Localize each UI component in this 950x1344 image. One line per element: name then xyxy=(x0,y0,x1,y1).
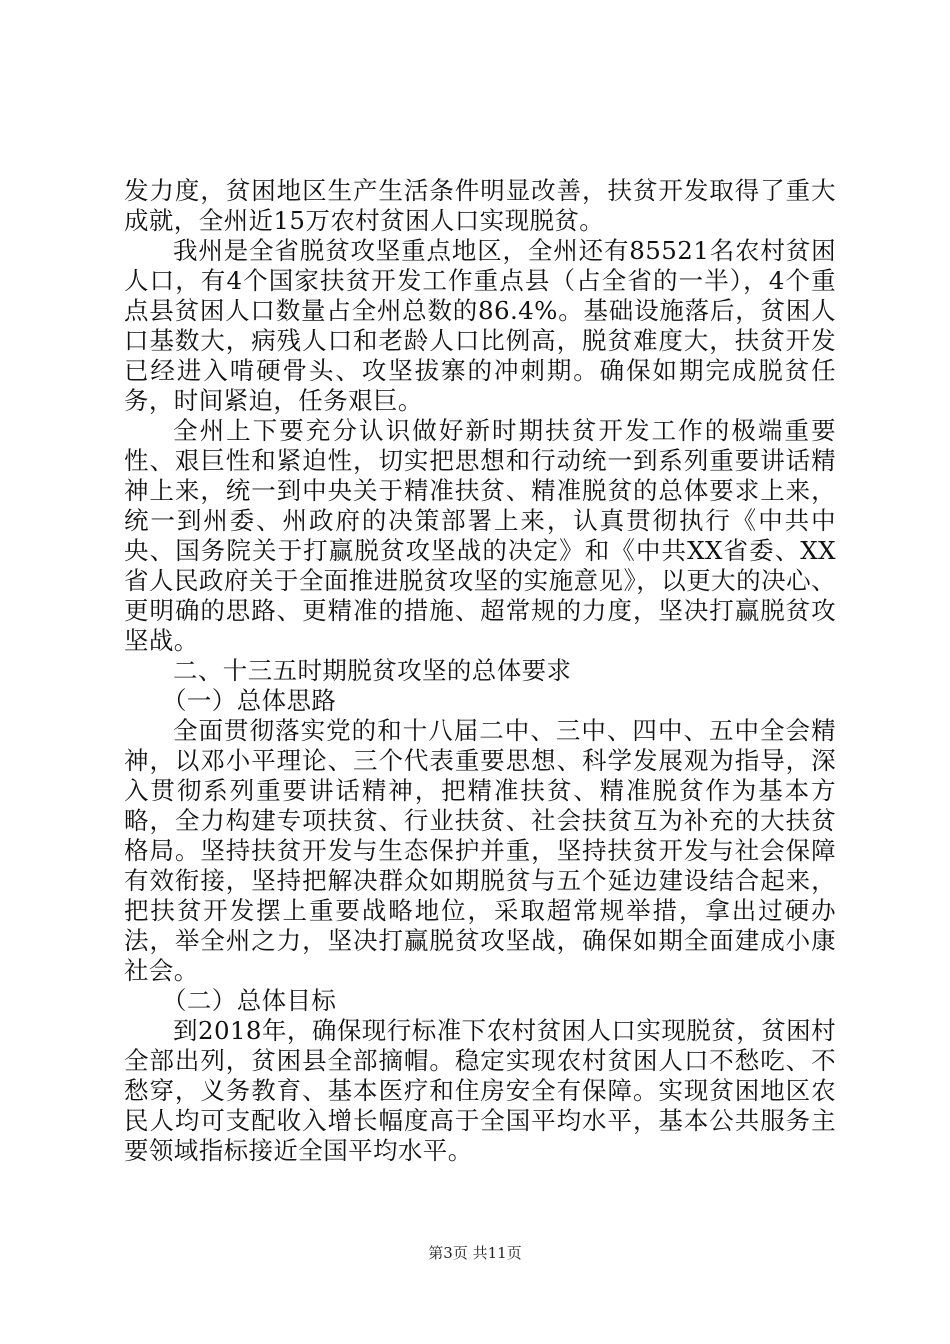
paragraph-poverty-status: 我州是全省脱贫攻坚重点地区，全州还有85521名农村贫困人口，有4个国家扶贫开发工作重点县（占全省的一半），4个重点县贫困人口数量占全州总数的86.4%。基础设施落后，贫困人口基数大，病残人口和老龄人口比例高，脱贫难度大，扶贫开发已经进入啃硬骨头、攻坚拔寨的冲刺期。确保如期完成脱贫任务，时间紧迫，任务艰巨。 xyxy=(124,236,836,415)
paragraph-general-goals: 到2018年，确保现行标准下农村贫困人口实现脱贫，贫困村全部出列，贫困县全部摘帽。稳定实现农村贫困人口不愁吃、不愁穿，义务教育、基本医疗和住房安全有保障。实现贫困地区农民人均可支配收入增长幅度高于全国平均水平，基本公共服务主要领域指标接近全国平均水平。 xyxy=(124,1016,836,1165)
paragraph-general-approach: 全面贯彻落实党的和十八届二中、三中、四中、五中全会精神，以邓小平理论、三个代表重要思想、科学发展观为指导，深入贯彻系列重要讲话精神，把精准扶贫、精准脱贫作为基本方略，全力构建专项扶贫、行业扶贫、社会扶贫互为补充的大扶贫格局。坚持扶贫开发与生态保护并重，坚持扶贫开发与社会保障有效衔接，坚持把解决群众如期脱贫与五个延边建设结合起来，把扶贫开发摆上重要战略地位，采取超常规举措，拿出过硬办法，举全州之力，坚决打赢脱贫攻坚战，确保如期全面建成小康社会。 xyxy=(124,716,836,985)
subheading-general-goals: （二）总体目标 xyxy=(162,986,337,1015)
paragraph-continuation: 发力度，贫困地区生产生活条件明显改善，扶贫开发取得了重大成就，全州近15万农村贫困人口实现脱贫。 xyxy=(124,176,836,235)
page-number-footer: 第3页 共11页 xyxy=(428,1244,522,1262)
section-heading-general-requirements: 二、十三五时期脱贫攻坚的总体要求 xyxy=(173,656,572,685)
document-body xyxy=(124,176,836,1166)
paragraph-unified-action: 全州上下要充分认识做好新时期扶贫开发工作的极端重要性、艰巨性和紧迫性，切实把思想和行动统一到系列重要讲话精神上来，统一到中央关于精准扶贫、精准脱贫的总体要求上来，统一到州委、州政府的决策部署上来，认真贯彻执行《中共中央、国务院关于打赢脱贫攻坚战的决定》和《中共XX省委、XX省人民政府关于全面推进脱贫攻坚的实施意见》，以更大的决心、更明确的思路、更精准的措施、超常规的力度，坚决打赢脱贫攻坚战。 xyxy=(124,416,836,655)
subheading-general-approach: （一）总体思路 xyxy=(162,686,337,715)
